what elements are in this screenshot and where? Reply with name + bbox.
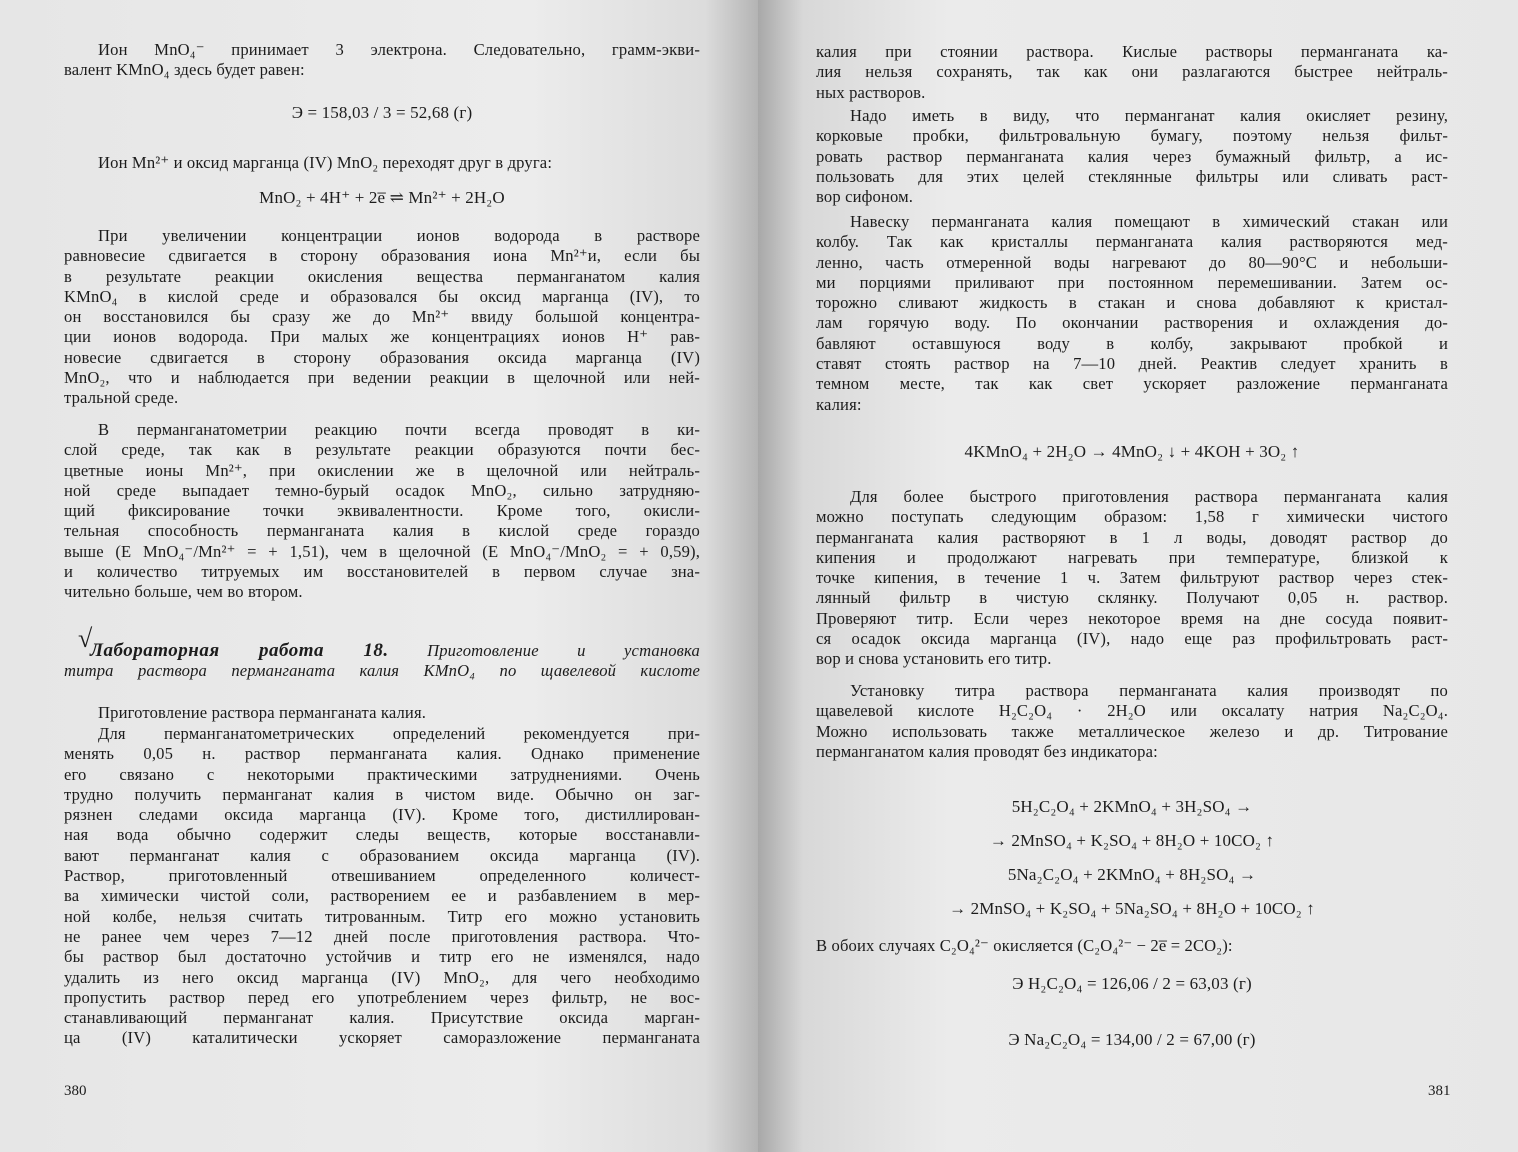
text-line: щий фиксирование точки эквивалентности. Кроме того, окисли- <box>64 501 700 521</box>
formula: → 2MnSO₄ + K₂SO₄ + 5Na₂SO₄ + 8H₂O + 10CO₂ ↑ <box>949 899 1315 918</box>
text-line: цветные ионы Mn²⁺, при окислении же в щелочной или нейтраль- <box>64 460 700 480</box>
text-line: ца (IV) каталитически ускоряет саморазложение перманганата <box>64 1028 700 1048</box>
text-line: ва химически чистой соли, растворением ее и разбавлением в мер- <box>64 886 700 906</box>
text-line: он восстановился бы сразу же до Mn²⁺ ввиду большой концентра- <box>64 307 700 327</box>
text-line: KMnO₄ в кислой среде и образовался бы оксид марганца (IV), то <box>64 286 700 306</box>
para-mn-ion-oxide <box>64 153 700 173</box>
formula: 5H₂C₂O₄ + 2KMnO₄ + 3H₂SO₄ → <box>1011 797 1253 816</box>
text-line: При увеличении концентрации ионов водорода в растворе <box>98 226 700 245</box>
text-line: Ион Mn²⁺ и оксид марганца (IV) MnO₂ переходят друг в друга: <box>98 153 553 172</box>
text-line: чительно больше, чем во втором. <box>64 582 303 602</box>
text-line: Установку титра раствора перманганата калия производят по <box>850 681 1448 700</box>
text-line: и количество титруемых им восстановителей в первом случае зна- <box>64 562 700 582</box>
text-line: рязнен следами оксида марганца (IV). Кроме того, дистиллирован- <box>64 805 700 825</box>
text-line: ленно, часть отмеренной воды нагревают до 80—90°C и небольши- <box>816 252 1448 272</box>
text-line: тральной среде. <box>64 388 179 408</box>
text-line: трудно получить перманганат калия в чистом виде. Обычно он заг- <box>64 784 700 804</box>
text-line: не ранее чем через 7—12 дней после приготовления раствора. Что- <box>64 926 700 946</box>
text-line: ных растворов. <box>816 82 926 102</box>
text-line: вают перманганат калия с образованием оксида марганца (IV). <box>64 845 700 865</box>
para-titre-oxalic <box>816 681 1448 762</box>
formula-equivalent-na2c2o4 <box>816 1030 1448 1050</box>
text-line: перманганата калия растворяют в 1 л воды, доводят раствор до <box>816 527 1448 547</box>
text-line: удалить из него оксид марганца (IV) MnO₂, для чего необходимо <box>64 967 700 987</box>
text-line: торожно сливают жидкость в стакан и снова добавляют к кристал- <box>816 293 1448 313</box>
text-line: Навеску перманганата калия помещают в химический стакан или <box>850 212 1448 231</box>
formula: Э = 158,03 / 3 = 52,68 (г) <box>291 103 473 122</box>
formula: Э Na₂C₂O₄ = 134,00 / 2 = 67,00 (г) <box>1008 1030 1256 1049</box>
lab-work-title: Лабораторная работа 18. <box>90 641 389 661</box>
para-acid-solutions <box>816 42 1448 103</box>
text-line: ная вода обычно содержит следы веществ, которые восстанавли- <box>64 825 700 845</box>
para-oxidizes-rubber <box>816 106 1448 207</box>
text-line: Ион MnO₄⁻ принимает 3 электрона. Следовательно, грамм-экви- <box>98 40 700 59</box>
formula: 4KMnO₄ + 2H₂O → 4MnO₂ ↓ + 4KOH + 3O₂ ↑ <box>964 442 1300 461</box>
check-mark: √ <box>78 624 93 653</box>
lab-work-heading <box>64 641 700 682</box>
lab-work-subtitle: Приготовление и установка <box>427 641 700 660</box>
text-line: MnO₂, что и наблюдается при ведении реакции в щелочной или ней- <box>64 368 700 388</box>
page-number: 380 <box>64 1083 87 1099</box>
text-line: темном месте, так как свет ускоряет разложение перманганата <box>816 374 1448 394</box>
text-line: Для перманганатометрических определений рекомендуется при- <box>98 724 700 743</box>
text-line: лянный фильтр в чистую склянку. Получают 0,05 н. раствор. <box>816 588 1448 608</box>
text-line: корковые пробки, фильтровальную бумагу, поэтому нельзя фильт- <box>816 126 1448 146</box>
text-line: кипения и продолжают нагревать при температуре, близкой к <box>816 547 1448 567</box>
heading-line-1 <box>64 641 700 661</box>
page-number: 381 <box>1428 1083 1451 1099</box>
para-fast-preparation <box>816 487 1448 670</box>
text-line: пользовать для этих целей стеклянные фильтры или сливать раст- <box>816 166 1448 186</box>
text-line: станавливающий перманганат калия. Присутствие оксида марган- <box>64 1008 700 1028</box>
formula: 5Na₂C₂O₄ + 2KMnO₄ + 8H₂SO₄ → <box>1007 865 1257 884</box>
text-line: Для более быстрого приготовления раствора перманганата калия <box>850 487 1448 506</box>
text-line: можно поступать следующим образом: 1,58 г химически чистого <box>816 507 1448 527</box>
text-line: слой среде, так как в результате реакции образуются почти бес- <box>64 440 700 460</box>
text-line: ставят стоять раствор на 7—10 дней. Реактив следует хранить в <box>816 354 1448 374</box>
text-line: равновесие сдвигается в сторону образования иона Mn²⁺и, если бы <box>64 246 700 266</box>
text-line: Приготовление раствора перманганата калия. <box>98 703 427 722</box>
text-line: пропустить раствор перед его употреблением через фильтр, не вос- <box>64 987 700 1007</box>
text-line: новесие сдвигается в сторону образования оксида марганца (IV) <box>64 347 700 367</box>
text-line: В обоих случаях C₂O₄²⁻ окисляется (C₂O₄²⁻ − 2e̅ = 2CO₂): <box>816 936 1233 955</box>
text-line: ровать раствор перманганата калия через бумажный фильтр, а ис- <box>816 146 1448 166</box>
text-line: ной колбе, нельзя считать титрованным. Титр его можно установить <box>64 906 700 926</box>
formula: MnO₂ + 4H⁺ + 2e̅ ⇌ Mn²⁺ + 2H₂O <box>259 188 505 207</box>
text-line: Раствор, приготовленный отвешиванием определенного количест- <box>64 866 700 886</box>
heading-line-2: титра раствора перманганата калия KMnO₄ по щавелевой кислоте <box>64 661 700 681</box>
para-weighing <box>816 212 1448 415</box>
subheading-preparation <box>64 703 700 723</box>
text-line: калия при стоянии раствора. Кислые растворы перманганата ка- <box>816 42 1448 61</box>
formula: → 2MnSO₄ + K₂SO₄ + 8H₂O + 10CO₂ ↑ <box>989 831 1275 850</box>
text-line: валент KMnO₄ здесь будет равен: <box>64 60 305 80</box>
text-line: Проверяют титр. Если через некоторое время на дне сосуда появит- <box>816 608 1448 628</box>
text-line: менять 0,05 н. раствор перманганата калия. Однако применение <box>64 744 700 764</box>
text-line: бавляют оставшуюся воду в колбу, закрывают пробкой и <box>816 333 1448 353</box>
para-permanganatometry <box>64 420 700 603</box>
text-line: вор сифоном. <box>816 187 914 207</box>
para-recommended-solution <box>64 724 700 1049</box>
left-page <box>0 0 758 1152</box>
text-line: Надо иметь в виду, что перманганат калия окисляет резину, <box>850 106 1448 125</box>
formula: Э H₂C₂O₄ = 126,06 / 2 = 63,03 (г) <box>1012 974 1252 993</box>
para-both-cases <box>816 936 1448 956</box>
right-page <box>758 0 1518 1152</box>
text-line: лия нельзя сохранять, так как они разлагаются быстрее нейтраль- <box>816 62 1448 82</box>
text-line: точке кипения, в течение 1 ч. Затем фильтруют раствор через стек- <box>816 568 1448 588</box>
formula-equivalent-kmno4 <box>64 103 700 123</box>
text-line: калия: <box>816 394 862 414</box>
text-line: в результате реакции окисления вещества перманганатом калия <box>64 266 700 286</box>
text-line: тельная способность перманганата калия в кислой среде гораздо <box>64 521 700 541</box>
text-line: ся осадок оксида марганца (IV), надо еще раз профильтровать раст- <box>816 629 1448 649</box>
formula-equivalent-h2c2o4 <box>816 974 1448 994</box>
text-line: бы раствор был достаточно устойчив и титр его не изменялся, надо <box>64 947 700 967</box>
formula-mno2-equilibrium <box>64 188 700 208</box>
reaction-equations <box>816 790 1448 926</box>
text-line: В перманганатометрии реакцию почти всегда проводят в ки- <box>98 420 700 439</box>
text-line: перманганатом калия проводят без индикатора: <box>816 741 1158 761</box>
text-line: Можно использовать также металлическое железо и др. Титрование <box>816 721 1448 741</box>
formula-kmno4-decomposition <box>816 442 1448 462</box>
text-line: его связано с некоторыми практическими затруднениями. Очень <box>64 764 700 784</box>
para-hydrogen-concentration <box>64 226 700 409</box>
text-line: колбу. Так как кристаллы перманганата калия растворяются мед- <box>816 232 1448 252</box>
text-line: выше (E MnO₄⁻/Mn²⁺ = + 1,51), чем в щелочной (E MnO₄⁻/MnO₂ = + 0,59), <box>64 541 700 561</box>
text-line: лам горячую воду. По окончании растворения и охлаждения до- <box>816 313 1448 333</box>
para-ion-mno4 <box>64 40 700 81</box>
text-line: вор и снова установить его титр. <box>816 649 1052 669</box>
text-line: ми порциями приливают при постоянном перемешивании. Затем ос- <box>816 272 1448 292</box>
text-line: ной среде выпадает темно-бурый осадок MnO₂, сильно затрудняю- <box>64 480 700 500</box>
text-line: щавелевой кислоте H₂C₂O₄ · 2H₂O или оксалату натрия Na₂C₂O₄. <box>816 701 1448 721</box>
text-line: ции ионов водорода. При малых же концентрациях ионов H⁺ рав- <box>64 327 700 347</box>
